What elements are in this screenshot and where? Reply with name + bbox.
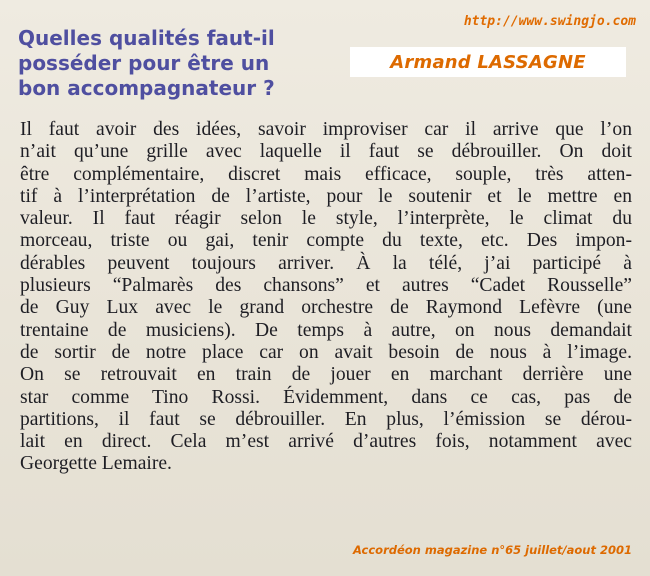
answer-paragraph (20, 119, 632, 476)
paragraph-line: On se retrouvait en train de jouer en marchant derrière une (20, 364, 632, 386)
paragraph-line: lait en direct. Cela m’est arrivé d’autres fois, notamment avec (20, 431, 632, 453)
paragraph-line: morceau, triste ou gai, tenir compte du texte, etc. Des impon- (20, 230, 632, 252)
paragraph-line: n’ait qu’une grille avec laquelle il faut se débrouiller. On doit (20, 141, 632, 163)
source-citation: Accordéon magazine n°65 juillet/aout 2001 (353, 543, 632, 557)
paragraph-line: plusieurs “Palmarès des chansons” et autres “Cadet Rousselle” (20, 275, 632, 297)
paragraph-line: star comme Tino Rossi. Évidemment, dans ce cas, pas de (20, 386, 632, 408)
website-url[interactable]: http://www.swingjo.com (463, 14, 636, 29)
paragraph-line: Georgette Lemaire. (20, 453, 172, 475)
paragraph-line: Il faut avoir des idées, savoir improviser car il arrive que l’on (20, 119, 632, 140)
paragraph-line: de sortir de notre place car on avait besoin de nous à l’image. (20, 341, 632, 363)
paragraph-line: être complémentaire, discret mais efficace, souple, très atten- (20, 163, 632, 185)
question-heading: Quelles qualités faut-il posséder pour être un bon accompagnateur ? (18, 26, 275, 100)
paragraph-line: dérables peuvent toujours arriver. À la télé, j’ai participé à (20, 252, 632, 274)
paragraph-line: partitions, il faut se débrouiller. En plus, l’émission se dérou- (20, 408, 632, 430)
paragraph-line: valeur. Il faut réagir selon le style, l’interprète, le climat du (20, 208, 632, 230)
paragraph-line: de Guy Lux avec le grand orchestre de Raymond Lefèvre (une (20, 297, 632, 319)
author-box (350, 47, 626, 77)
paragraph-line: trentaine de musiciens). De temps à autre, on nous demandait (20, 319, 632, 341)
author-name: Armand LASSAGNE (390, 51, 586, 73)
paragraph-line: tif à l’interprétation de l’artiste, pour le soutenir et le mettre en (20, 185, 632, 207)
